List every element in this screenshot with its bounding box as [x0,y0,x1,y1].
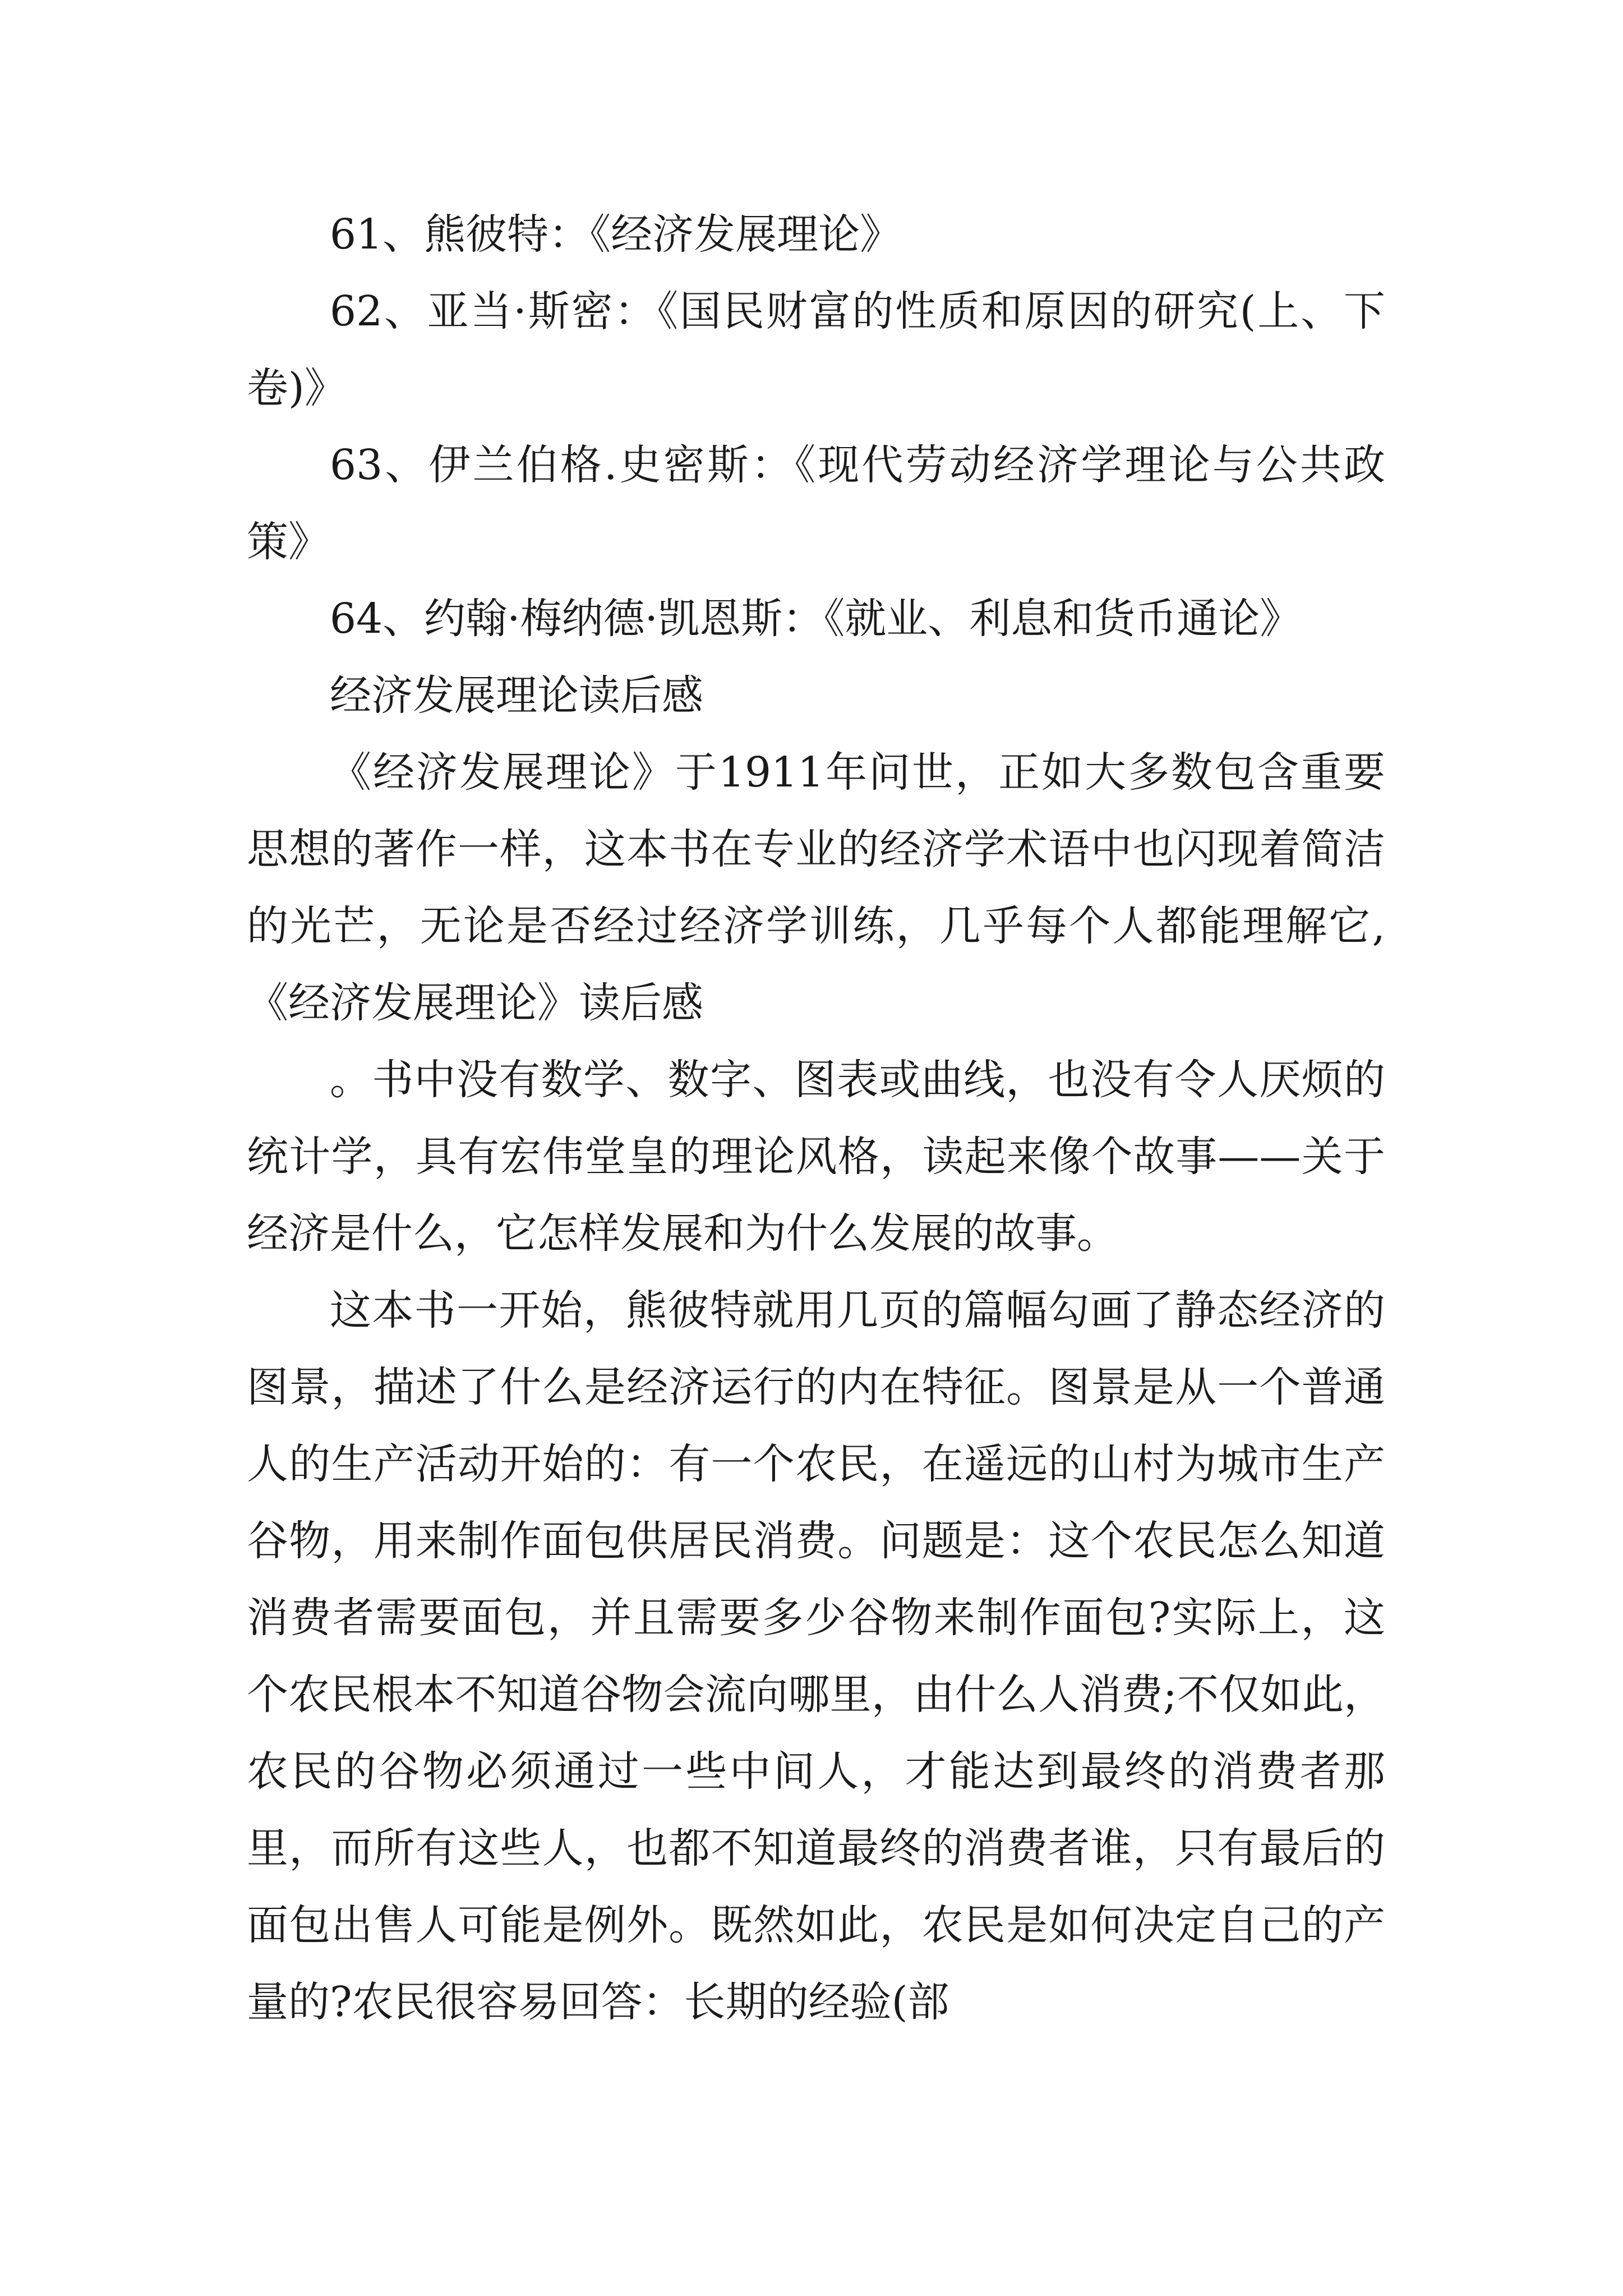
body-paragraph: 《经济发展理论》于1911年问世，正如大多数包含重要思想的著作一样，这本书在专业的经济学术语中也闪现着简洁的光芒，无论是否经过经济学训练，几乎每个人都能理解它,《经济发展理论》读后感 [247,748,1385,1027]
section-title: 经济发展理论读后感 [330,671,703,720]
document-body [247,196,1385,2041]
body-paragraph: 。书中没有数学、数字、图表或曲线，也没有令人厌烦的统计学，具有宏伟堂皇的理论风格，读起来像个故事——关于经济是什么，它怎样发展和为什么发展的故事。 [247,1056,1385,1258]
reference-item: 64、约翰·梅纳德·凯恩斯：《就业、利息和货币通论》 [330,595,1302,643]
reference-item: 61、熊彼特：《经济发展理论》 [330,210,902,259]
body-paragraph: 这本书一开始，熊彼特就用几页的篇幅勾画了静态经济的图景，描述了什么是经济运行的内在特征。图景是从一个普通人的生产活动开始的：有一个农民，在遥远的山村为城市生产谷物，用来制作面包供居民消费。问题是：这个农民怎么知道消费者需要面包，并且需要多少谷物来制作面包?实际上，这个农民根本不知道谷物会流向哪里，由什么人消费;不仅如此，农民的谷物必须通过一些中间人，才能达到最终的消费者那里，而所有这些人，也都不知道最终的消费者谁，只有最后的面包出售人可能是例外。既然如此，农民是如何决定自己的产量的?农民很容易回答：长期的经验(部 [247,1286,1385,2026]
reference-item: 63、伊兰伯格.史密斯：《现代劳动经济学理论与公共政策》 [247,441,1385,566]
reference-item: 62、亚当·斯密：《国民财富的性质和原因的研究(上、下卷)》 [247,287,1385,412]
